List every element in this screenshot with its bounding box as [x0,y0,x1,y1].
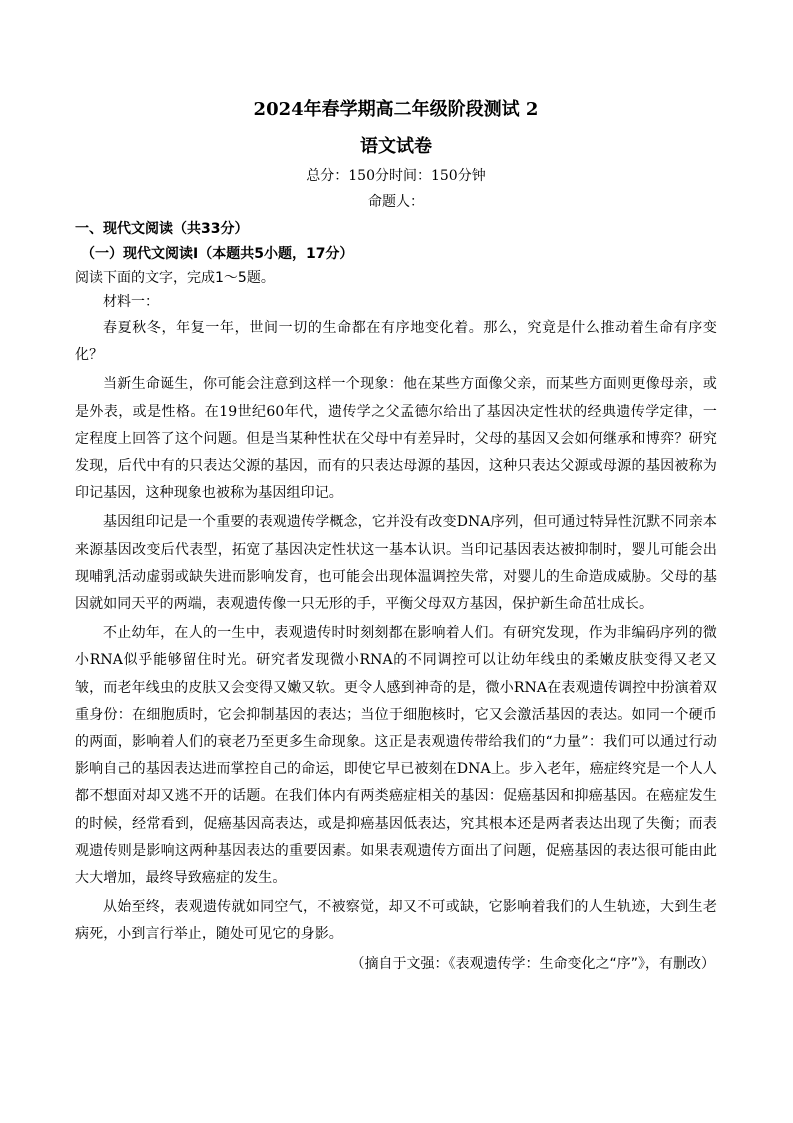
passage-paragraph-2: 当新生命诞生，你可能会注意到这样一个现象：他在某些方面像父亲，而某些方面则更像母亲，或是外表，或是性格。在19世纪60年代，遗传学之父孟德尔给出了基因决定性状的经典遗传学定律，一定程度上回答了这个问题。但是当某种性状在父母中有差异时，父母的基因又会如何继承和博弈？研究发现，后代中有的只表达父源的基因，而有的只表达母源的基因，这种只表达父源或母源的基因被称为印记基因，这种现象也被称为基因组印记。 [75,376,717,502]
passage-paragraph-3: 基因组印记是一个重要的表观遗传学概念，它并没有改变DNA序列，但可通过特异性沉默不同亲本来源基因改变后代表型，拓宽了基因决定性状这一基本认识。当印记基因表达被抑制时，婴儿可能会出现哺乳活动虚弱或缺失进而影响发育，也可能会出现体温调控失常，对婴儿的生命造成威胁。父母的基因就如同天平的两端，表观遗传像一只无形的手，平衡父母双方基因，保护新生命茁壮成长。 [75,514,717,613]
score-time-info: 总分：150分时间：150分钟 [306,168,486,184]
material-label: 材料一： [103,294,159,310]
exam-author: 命题人： [368,194,424,210]
reading-instruction: 阅读下面的文字，完成1～5题。 [75,270,275,286]
passage-paragraph-5: 从始至终，表观遗传就如同空气，不被察觉，却又不可或缺，它影响着我们的人生轨迹，大到生老病死，小到言行举止，随处可见它的身影。 [75,899,717,943]
section-heading: 一、现代文阅读（共33分） [75,221,249,237]
exam-subtitle: 语文试卷 [360,136,432,157]
exam-title: 2024年春学期高二年级阶段测试 2 [253,99,539,120]
passage-paragraph-1: 春夏秋冬，年复一年，世间一切的生命都在有序地变化着。那么，究竟是什么推动着生命有序变化？ [75,320,717,364]
source-citation: （摘自于文强：《表观遗传学：生命变化之“序”》，有删改） [350,955,715,972]
passage-paragraph-4: 不止幼年，在人的一生中，表观遗传时时刻刻都在影响着人们。有研究发现，作为非编码序列的微小RNA似乎能够留住时光。研究者发现微小RNA的不同调控可以让幼年线虫的柔嫩皮肤变得又老又皱，而老年线虫的皮肤又会变得又嫩又软。更令人感到神奇的是，微小RNA在表观遗传调控中扮演着双重身份：在细胞质时，它会抑制基因的表达；当位于细胞核时，它又会激活基因的表达。如同一个硬币的两面，影响着人们的衰老乃至更多生命现象。这正是表观遗传带给我们的“力量”：我们可以通过行动影响自己的基因表达进而掌控自己的命运，即使它早已被刻在DNA上。步入老年，癌症终究是一个人人都不想面对却又逃不开的话题。在我们体内有两类癌症相关的基因：促癌基因和抑癌基因。在癌症发生的时候，经常看到，促癌基因高表达，或是抑癌基因低表达，究其根本还是两者表达出现了失衡；而表观遗传则是影响这两种基因表达的重要因素。如果表观遗传方面出了问题，促癌基因的表达很可能由此大大增加，最终导致癌症的发生。 [75,625,717,887]
subsection-heading: （一）现代文阅读Ⅰ（本题共5小题，17分） [81,246,354,262]
